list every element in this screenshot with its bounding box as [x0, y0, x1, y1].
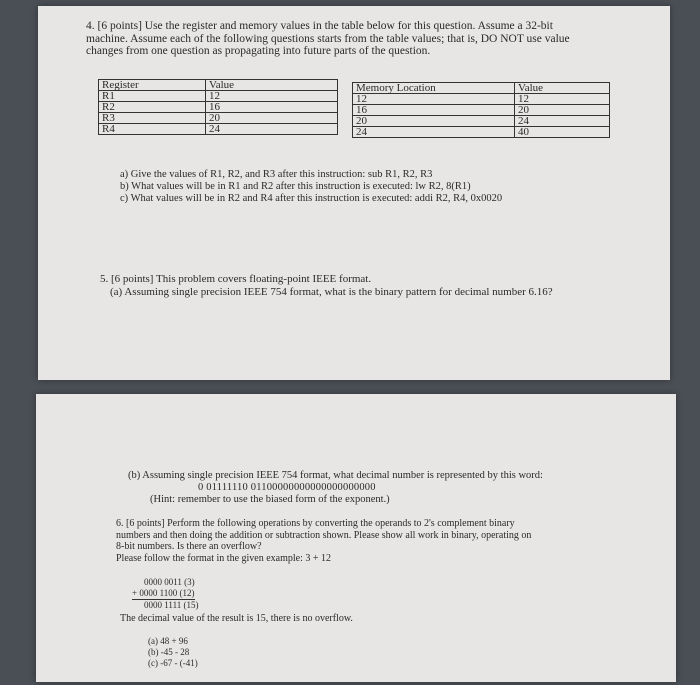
- table-cell: 40: [515, 127, 610, 138]
- question-4-prompt: [86, 20, 646, 58]
- example-calculation: [132, 577, 199, 611]
- example-line: 0000 1111 (15): [144, 600, 199, 610]
- table-cell: 12: [353, 94, 515, 105]
- table-cell: 20: [353, 116, 515, 127]
- prompt-line: Use the register and memory values in the table below for this question. Assume a 32-bit: [144, 20, 553, 32]
- question-5b: [128, 470, 648, 506]
- question-5-prompt: [100, 273, 660, 298]
- table-cell: R1: [99, 91, 206, 102]
- question-6-parts: [148, 636, 198, 669]
- question-part: (a) 48 + 96: [148, 636, 188, 646]
- prompt-line: machine. Assume each of the following questions starts from the table values; that is, DO NOT use value: [86, 32, 570, 45]
- table-cell: 24: [515, 116, 610, 127]
- prompt-line: This problem covers floating-point IEEE format.: [156, 273, 372, 285]
- example-line: + 0000 1100 (12): [132, 588, 195, 598]
- prompt-line: Perform the following operations by converting the operands to 2's complement binary: [167, 518, 515, 529]
- table-row: [353, 105, 610, 116]
- table-cell: R3: [99, 113, 206, 124]
- memory-table: [352, 82, 610, 138]
- table-cell: 16: [353, 105, 515, 116]
- question-points: [6 points]: [111, 273, 154, 285]
- table-cell: 12: [206, 91, 338, 102]
- question-part: (b) Assuming single precision IEEE 754 format, what decimal number is represented by this word:: [128, 470, 543, 481]
- question-points: [6 points]: [97, 20, 142, 32]
- table-row: [353, 127, 610, 138]
- column-header: Value: [515, 83, 610, 94]
- prompt-line: changes from one question as propagating into future parts of the question.: [86, 45, 431, 57]
- column-header: Value: [206, 80, 338, 91]
- table-cell: 20: [515, 105, 610, 116]
- question-part: a) Give the values of R1, R2, and R3 after this instruction: sub R1, R2, R3: [120, 169, 433, 180]
- binary-word: 0 01111110 01100000000000000000000: [198, 482, 376, 493]
- example-line: 0000 0011 (3): [144, 577, 195, 587]
- question-part: (c) -67 - (-41): [148, 658, 198, 668]
- prompt-line: numbers and then doing the addition or subtraction shown. Please show all work in binary, operating on: [116, 529, 532, 541]
- table-row: [99, 91, 338, 102]
- question-part: b) What values will be in R1 and R2 after this instruction is executed: lw R2, 8(R1): [120, 181, 471, 192]
- question-number: 5.: [100, 273, 109, 285]
- register-table: [98, 79, 338, 135]
- question-6-prompt: [116, 518, 656, 564]
- hint-text: (Hint: remember to use the biased form of the exponent.): [150, 494, 390, 505]
- table-row: [99, 102, 338, 113]
- table-cell: 24: [353, 127, 515, 138]
- question-number: 6.: [116, 518, 124, 529]
- table-cell: R2: [99, 102, 206, 113]
- table-cell: 24: [206, 124, 338, 135]
- table-cell: R4: [99, 124, 206, 135]
- example-conclusion: The decimal value of the result is 15, there is no overflow.: [120, 613, 353, 624]
- column-header: Memory Location: [353, 83, 515, 94]
- question-part: c) What values will be in R2 and R4 after this instruction is executed: addi R2, R4, 0x0020: [120, 193, 503, 204]
- table-cell: 16: [206, 102, 338, 113]
- question-number: 4.: [86, 20, 95, 32]
- table-header-row: [99, 80, 338, 91]
- table-cell: 12: [515, 94, 610, 105]
- table-row: [99, 124, 338, 135]
- question-points: [6 points]: [126, 518, 165, 529]
- table-cell: 20: [206, 113, 338, 124]
- table-row: [99, 113, 338, 124]
- exam-page-1: [38, 6, 670, 380]
- prompt-line: Please follow the format in the given example: 3 + 12: [116, 552, 332, 564]
- table-header-row: [353, 83, 610, 94]
- prompt-line: 8-bit numbers. Is there an overflow?: [116, 541, 262, 552]
- question-4-parts: [120, 169, 502, 205]
- column-header: Register: [99, 80, 206, 91]
- table-row: [353, 94, 610, 105]
- question-part: (b) -45 - 28: [148, 647, 190, 657]
- question-part: (a) Assuming single precision IEEE 754 format, what is the binary pattern for decimal number 6.16?: [110, 285, 553, 298]
- exam-page-2: [36, 394, 676, 682]
- table-row: [353, 116, 610, 127]
